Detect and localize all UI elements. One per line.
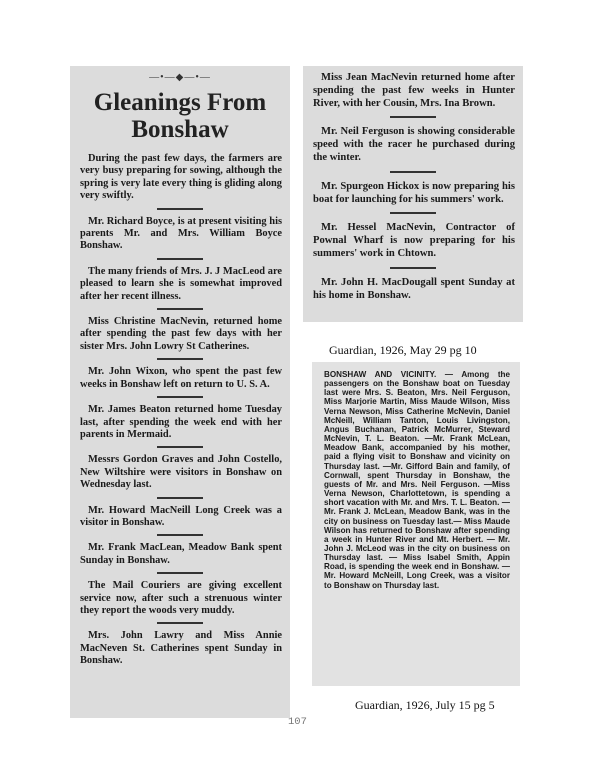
item-divider [390, 171, 436, 173]
news-item: Mr. Neil Ferguson is showing considerable speed with the racer he purchased during the winter. [313, 126, 515, 163]
item-divider [157, 572, 203, 574]
news-item: Mr. John H. MacDougall spent Sunday at his home in Bonshaw. [313, 276, 515, 301]
news-item: Mr. James Beaton returned home Tuesday last, after spending the week end with her parents in Mermaid. [80, 404, 282, 440]
source-caption: Guardian, 1926, May 29 pg 10 [329, 343, 477, 357]
source-caption: Guardian, 1926, July 15 pg 5 [355, 698, 495, 712]
item-divider [157, 534, 203, 536]
news-item: The many friends of Mrs. J. J MacLeod are pleased to learn she is somewhat improved after her recent illness. [80, 265, 282, 302]
item-divider [157, 358, 203, 360]
item-divider [157, 396, 203, 398]
news-item: Mrs. John Lawry and Miss Annie MacNeven St. Catherines spent Sunday in Bonshaw. [80, 630, 282, 667]
headline: Gleanings From Bonshaw [93, 89, 267, 143]
item-divider [157, 497, 203, 499]
item-divider [157, 258, 203, 260]
news-item: Miss Christine MacNevin, returned home after spending the past few days with her sister Mrs. John Lowry St Catherines. [80, 316, 282, 352]
news-item: Mr. Frank MacLean, Meadow Bank spent Sunday in Bonshaw. [80, 542, 282, 566]
news-column-text: BONSHAW AND VICINITY. — Among the passengers on the Bonshaw boat on Tuesday last were Mrs. S. Beaton, Mrs. Neil Ferguson, Miss Marjorie Martin, Miss Maude Wilson, Miss Verna Newson, Miss Catherine McNevin, Daniel McNeill, William Tanton, Louis Livingston, Angus Buchanan, Patrick McMurrer, Steward McNevin, T. L. Beaton. —Mr. Frank McLean, Meadow Bank, accompanied by his mother, paid a flying visit to Bonshaw and vicinity on Thursday last. —Mr. Gifford Bain and family, of Cornwall, spent Thursday in Bonshaw, the guests of Mr. and Mrs. Neil Ferguson. —Miss Verna Newson, Charlottetown, is spending a short vacation with Mr. and Mrs. T. L. Beaton. —Mr. Frank J. McLean, Meadow Bank, was in the city on business on Tuesday last.— Miss Maude Wilson has returned to Bonshaw after spending a week in Hunter River and Mt. Herbert. — Mr. John J. McLeod was in the city on business on Thursday last. — Miss Isabel Smith, Appin Road, is spending the week end in Bonshaw. —Mr. Howard McNeill, Long Creek, was a visitor to Bonshaw on Thursday last. [324, 370, 510, 590]
news-item: Mr. Howard MacNeill Long Creek was a visitor in Bonshaw. [80, 504, 282, 528]
ornament-divider: —•—◆—•— [149, 72, 211, 83]
news-item: The Mail Couriers are giving excellent service now, after such a strenuous winter they report the woods very muddy. [80, 580, 282, 616]
news-item: During the past few days, the farmers are very busy preparing for sowing, although the spring is very late every thing is gliding along very swiftly. [80, 153, 282, 202]
clipping-bonshaw-notes [303, 66, 523, 322]
item-divider [157, 622, 203, 624]
item-divider [157, 308, 203, 310]
item-divider [390, 116, 436, 118]
clipping-gleanings-from-bonshaw [70, 66, 290, 718]
item-divider [157, 208, 203, 210]
news-item: Mr. John Wixon, who spent the past few weeks in Bonshaw left on return to U. S. A. [80, 366, 282, 390]
item-divider [390, 267, 436, 269]
item-divider [157, 446, 203, 448]
clipping-bonshaw-and-vicinity [312, 362, 520, 686]
news-item: Mr. Richard Boyce, is at present visiting his parents Mr. and Mrs. William Boyce Bonshaw. [80, 215, 282, 252]
item-divider [390, 212, 436, 214]
news-item: Messrs Gordon Graves and John Costello, New Wiltshire were visitors in Bonshaw on Wednesday last. [80, 454, 282, 491]
news-item: Mr. Spurgeon Hickox is now preparing his boat for launching for his summers' work. [313, 180, 515, 205]
news-item: Miss Jean MacNevin returned home after spending the past few weeks in Hunter River, with her Cousin, Mrs. Ina Brown. [313, 72, 515, 109]
news-item: Mr. Hessel MacNevin, Contractor of Pownal Wharf is now preparing for his summers' work in Chtown. [313, 222, 515, 259]
page-number: 107 [288, 716, 307, 728]
